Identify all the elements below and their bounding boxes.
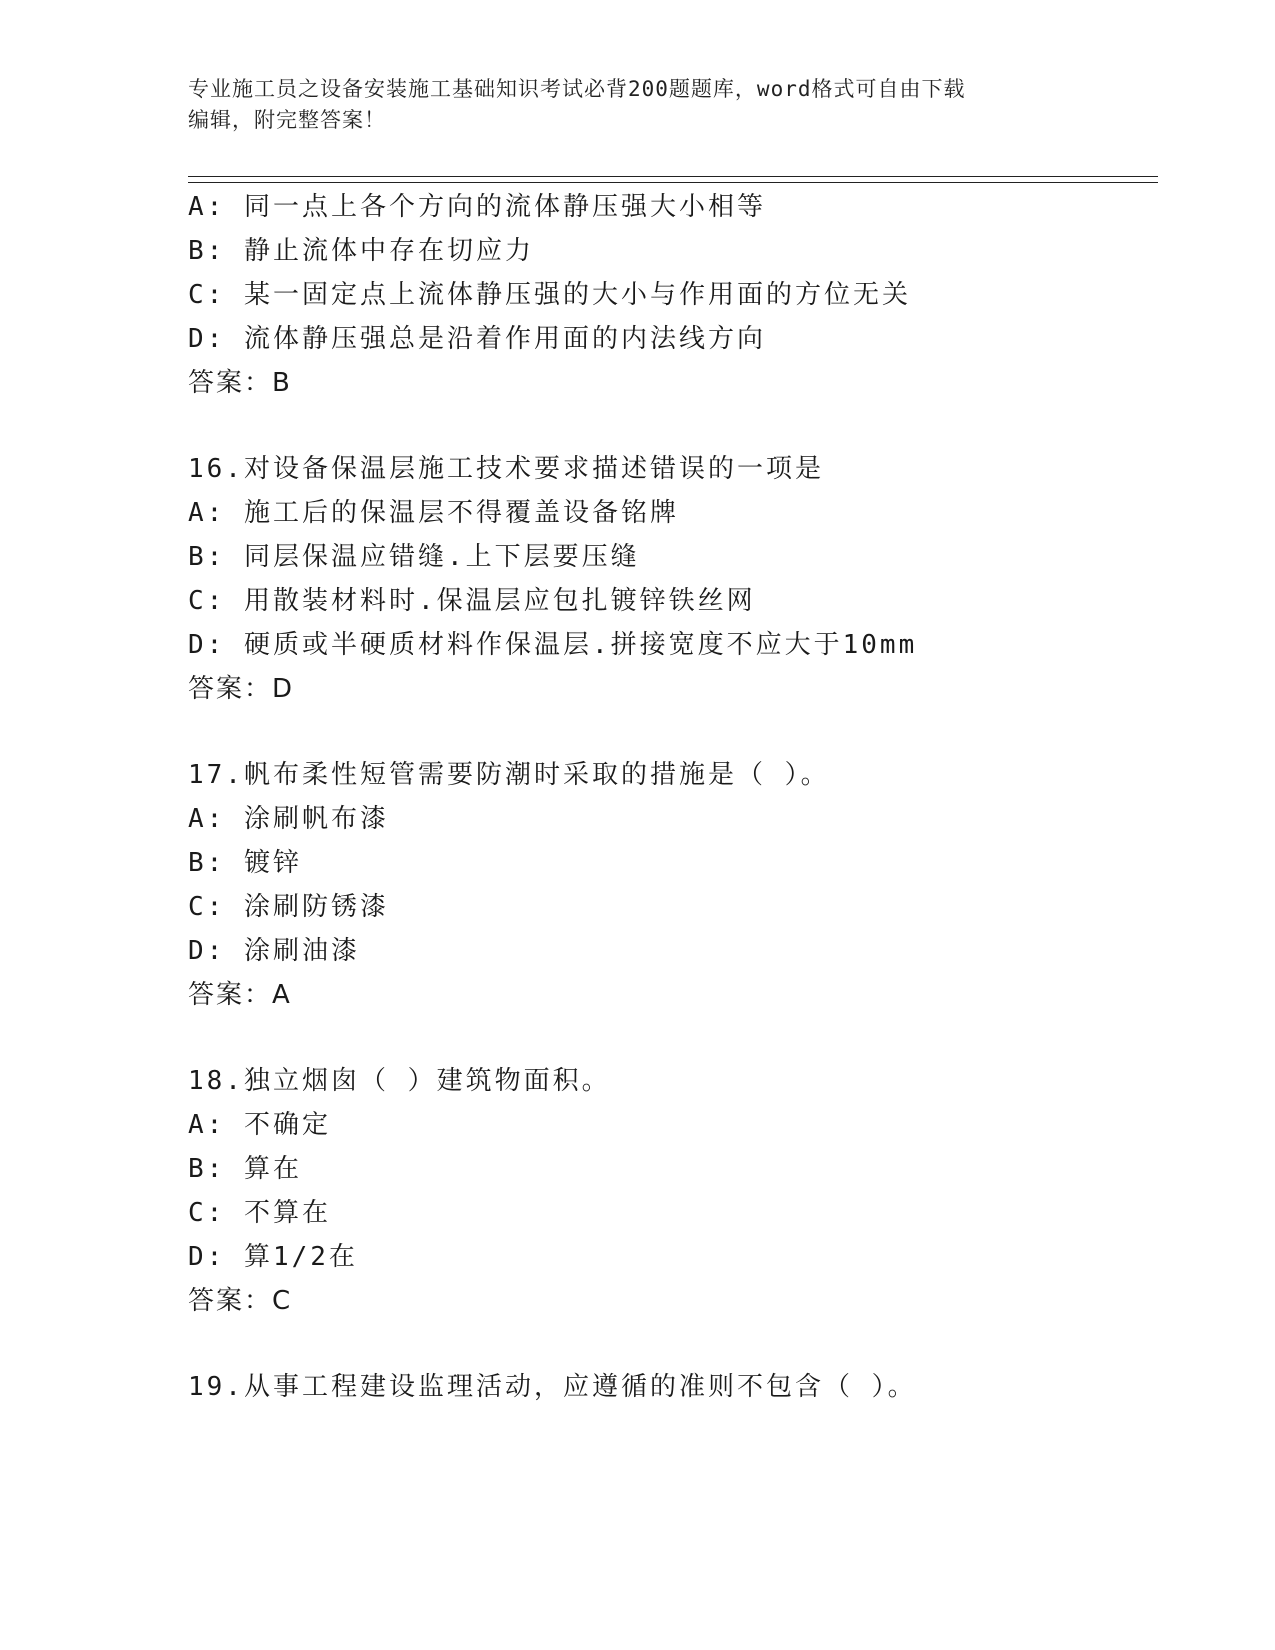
q16-option-a: A: 施工后的保温层不得覆盖设备铭牌 <box>188 498 679 528</box>
q17-option-c: C: 涂刷防锈漆 <box>188 892 389 922</box>
q17-answer: 答案：A <box>188 980 292 1010</box>
q16-option-b: B: 同层保温应错缝.上下层要压缝 <box>188 542 640 572</box>
header-line-1: 专业施工员之设备安装施工基础知识考试必背200题题库，word格式可自由下载 <box>188 77 966 101</box>
q15-option-a: A: 同一点上各个方向的流体静压强大小相等 <box>188 192 766 222</box>
q18-option-c: C: 不算在 <box>188 1198 331 1228</box>
q18-option-b: B: 算在 <box>188 1154 302 1184</box>
q19-question: 19.从事工程建设监理活动，应遵循的准则不包含（ ）。 <box>188 1372 917 1402</box>
q18-option-a: A: 不确定 <box>188 1110 331 1140</box>
q16-question: 16.对设备保温层施工技术要求描述错误的一项是 <box>188 454 824 484</box>
header-divider-top <box>188 176 1158 177</box>
q15-answer: 答案：B <box>188 368 292 398</box>
q18-answer: 答案：C <box>188 1286 293 1316</box>
header-line-2: 编辑，附完整答案！ <box>188 108 386 132</box>
q17-option-d: D: 涂刷油漆 <box>188 936 360 966</box>
q16-option-d: D: 硬质或半硬质材料作保温层.拼接宽度不应大于10mm <box>188 630 918 660</box>
document-header <box>188 74 1088 136</box>
q17-question: 17.帆布柔性短管需要防潮时采取的措施是（ ）。 <box>188 760 830 790</box>
q17-option-b: B: 镀锌 <box>188 848 302 878</box>
q15-option-b: B: 静止流体中存在切应力 <box>188 236 534 266</box>
q18-option-d: D: 算1/2在 <box>188 1242 358 1272</box>
header-divider-bottom <box>188 182 1158 183</box>
q15-option-d: D: 流体静压强总是沿着作用面的内法线方向 <box>188 324 766 354</box>
q15-option-c: C: 某一固定点上流体静压强的大小与作用面的方位无关 <box>188 280 911 310</box>
q16-answer: 答案：D <box>188 674 295 704</box>
q16-option-c: C: 用散装材料时.保温层应包扎镀锌铁丝网 <box>188 586 756 616</box>
q17-option-a: A: 涂刷帆布漆 <box>188 804 389 834</box>
q18-question: 18.独立烟囱（ ）建筑物面积。 <box>188 1066 611 1096</box>
